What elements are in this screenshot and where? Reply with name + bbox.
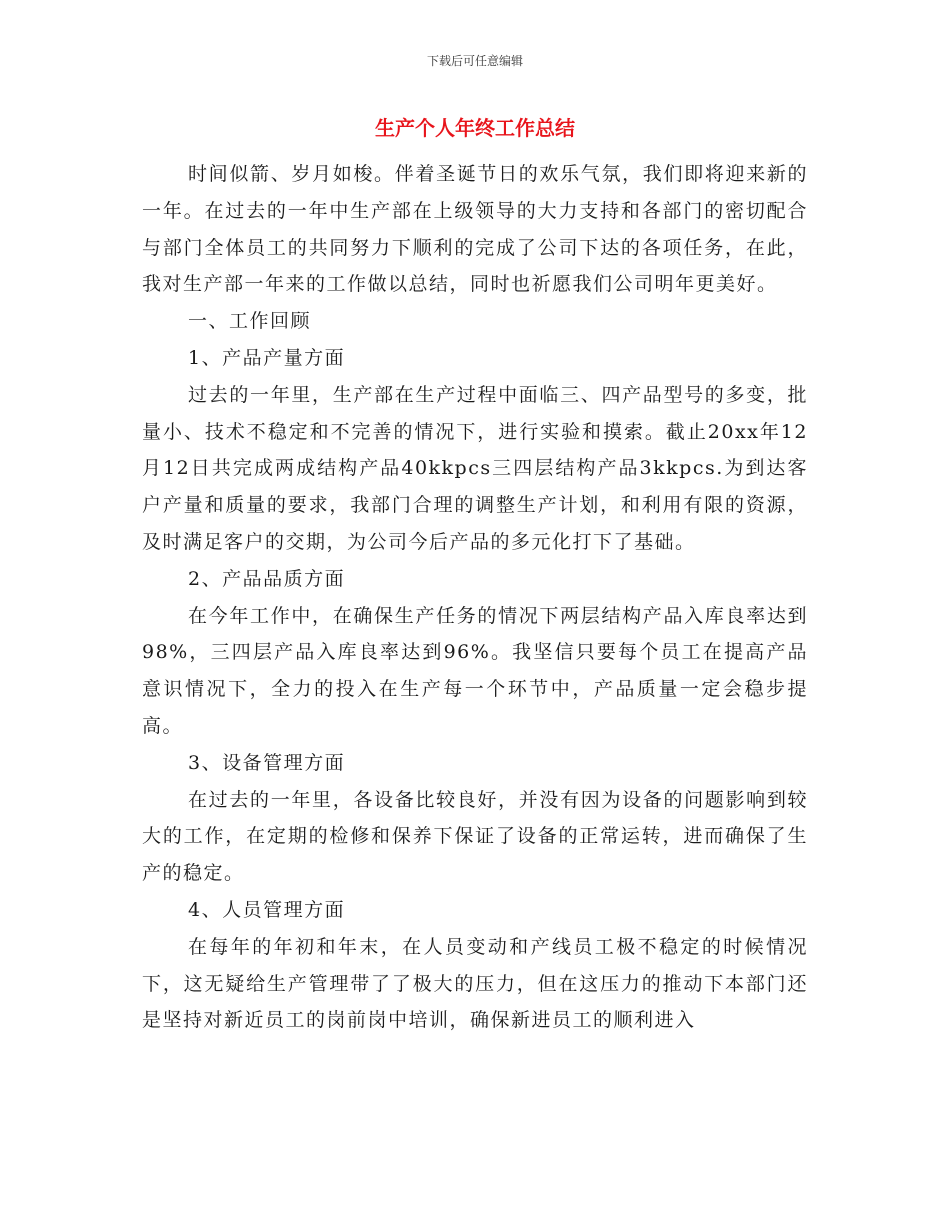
paragraph-personnel: 在每年的年初和年末，在人员变动和产线员工极不稳定的时候情况下，这无疑给生产管理带了了极大的压力，但在这压力的推动下本部门还是坚持对新近员工的岗前岗中培训，确保新进员工的顺利进入 [142,935,808,1032]
page-header-note: 下载后可任意编辑 [426,54,523,68]
heading-equipment: 3、设备管理方面 [188,751,346,774]
document-body [142,156,808,1039]
heading-output: 1、产品产量方面 [188,346,346,369]
heading-personnel: 4、人员管理方面 [188,898,346,921]
heading-work-review: 一、工作回顾 [188,310,312,333]
paragraph-quality: 在今年工作中，在确保生产任务的情况下两层结构产品入库良率达到98%，三四层产品入库良率达到96%。我坚信只要每个员工在提高产品意识情况下，全力的投入在生产每一个环节中，产品质量一定会稳步提高。 [142,604,808,737]
paragraph-output: 过去的一年里，生产部在生产过程中面临三、四产品型号的多变，批量小、技术不稳定和不完善的情况下，进行实验和摸索。截止20xx年12月12日共完成两成结构产品40kkpcs三四层结构产品3kkpcs.为到达客户产量和质量的要求，我部门合理的调整生产计划，和利用有限的资源，及时满足客户的交期，为公司今后产品的多元化打下了基础。 [142,383,808,553]
paragraph-intro: 时间似箭、岁月如梭。伴着圣诞节日的欢乐气氛，我们即将迎来新的一年。在过去的一年中生产部在上级领导的大力支持和各部门的密切配合与部门全体员工的共同努力下顺利的完成了公司下达的各项任务，在此，我对生产部一年来的工作做以总结，同时也祈愿我们公司明年更美好。 [142,163,808,296]
paragraph-equipment: 在过去的一年里，各设备比较良好，并没有因为设备的问题影响到较大的工作，在定期的检修和保养下保证了设备的正常运转，进而确保了生产的稳定。 [142,788,808,885]
heading-quality: 2、产品品质方面 [188,567,346,590]
document-title: 生产个人年终工作总结 [375,116,575,140]
